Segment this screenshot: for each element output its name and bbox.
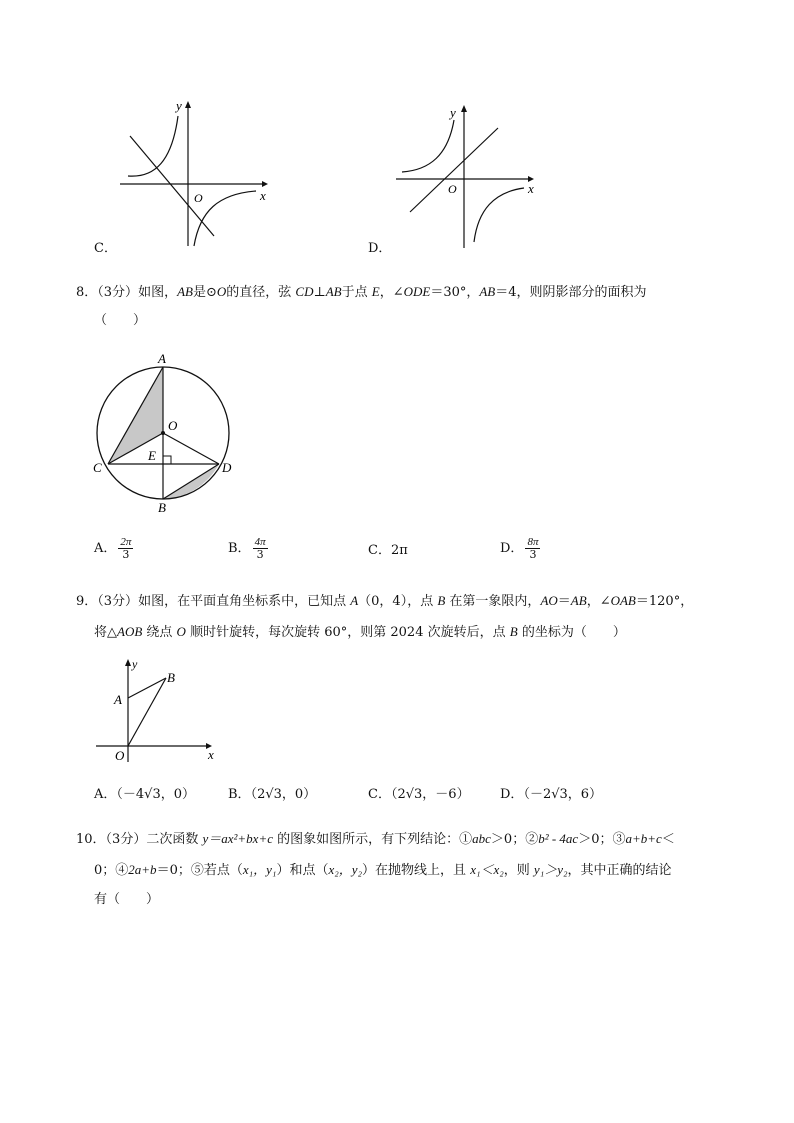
origin-label: O [448,182,457,196]
q8-stem-line1: 8．（3分）如图，AB是⊙O的直径，弦 CD⊥AB于点 E，∠ODE＝30°，AB＝4，则阴影部分的面积为 [76,284,647,300]
q7-graph-d [390,100,545,252]
q8-option-a[interactable]: A． $\frac{2\pi}{3}$ [94,536,132,561]
q9-option-c[interactable]: C．（2√3，－6） [368,787,470,802]
segment-bd [163,464,219,499]
label-a: A [158,351,166,366]
axis-y-label: y [450,105,456,120]
q10-stem-line2: 0；④2a+b＝0；⑤若点（x₁，y₁）和点（x₂，y₂）在抛物线上，且 x₁＜x₂，则 y₁＞y₂，其中正确的结论 [94,862,672,878]
y-axis-arrow [461,105,467,112]
q9-option-b[interactable]: B．（2√3，0） [228,787,317,802]
axis-x-label: x [528,181,534,196]
label-y: y [132,657,138,671]
y-axis-arrow [185,101,191,108]
q9-option-d[interactable]: D．（－2√3，6） [500,787,603,802]
q9-number: 9． [76,594,98,609]
hyperbola-branch-upper-left [128,116,178,176]
axis-y-label: y [176,98,182,113]
q10-stem-line3: 有（ ） [94,892,160,907]
q10-stem-line1: 10．（3分）二次函数 y＝ax²+bx+c 的图象如图所示，有下列结论：①abc＞0；②b² - 4ac＞0；③a+b+c＜ [76,831,675,847]
q7-graph-c [110,96,275,254]
q8-option-b[interactable]: B． $\frac{4\pi}{3}$ [228,536,266,561]
q9-stem-line1: 9．（3分）如图，在平面直角坐标系中，已知点 A（0，4），点 B 在第一象限内，AO＝AB，∠OAB＝120°， [76,593,694,609]
hyperbola-branch-upper-left [402,120,454,172]
q8-number: 8． [76,285,98,300]
q8-option-c[interactable]: C．2π [368,543,408,558]
hyperbola-branch-lower-right [194,191,256,246]
label-e: E [148,448,156,463]
center-dot [161,431,165,435]
q8-answer-paren: （ ） [94,313,147,328]
origin-label: O [194,191,203,205]
label-x: x [208,747,214,762]
label-c: C [93,460,102,475]
q10-number: 10． [76,832,106,847]
axis-x-label: x [260,188,266,203]
label-o: O [115,748,125,763]
label-o: O [168,418,178,433]
q9-option-a[interactable]: A．（－4√3，0） [94,787,196,802]
right-angle-mark [163,456,171,464]
q7-option-c-label: C． [94,241,117,256]
q9-coordinate-figure [92,656,224,768]
q8-option-d[interactable]: D． $\frac{8\pi}{3}$ [500,536,539,561]
q10-score: （3分） [105,832,147,847]
q9-score: （3分） [97,594,139,609]
linear-function-line [410,128,498,212]
hyperbola-branch-lower-right [474,188,524,242]
label-b: B [167,670,175,685]
q8-circle-figure [88,348,238,516]
label-b: B [158,500,166,515]
y-axis-arrow [125,659,131,666]
label-d: D [222,460,232,475]
q9-stem-line2: 将△AOB 绕点 O 顺时针旋转，每次旋转 60°，则第 2024 次旋转后，点 B 的坐标为（ ） [94,624,626,640]
q8-score: （3分） [97,285,139,300]
q7-option-d-label: D． [368,241,392,256]
x-axis-arrow [262,181,268,187]
label-a: A [114,692,122,707]
